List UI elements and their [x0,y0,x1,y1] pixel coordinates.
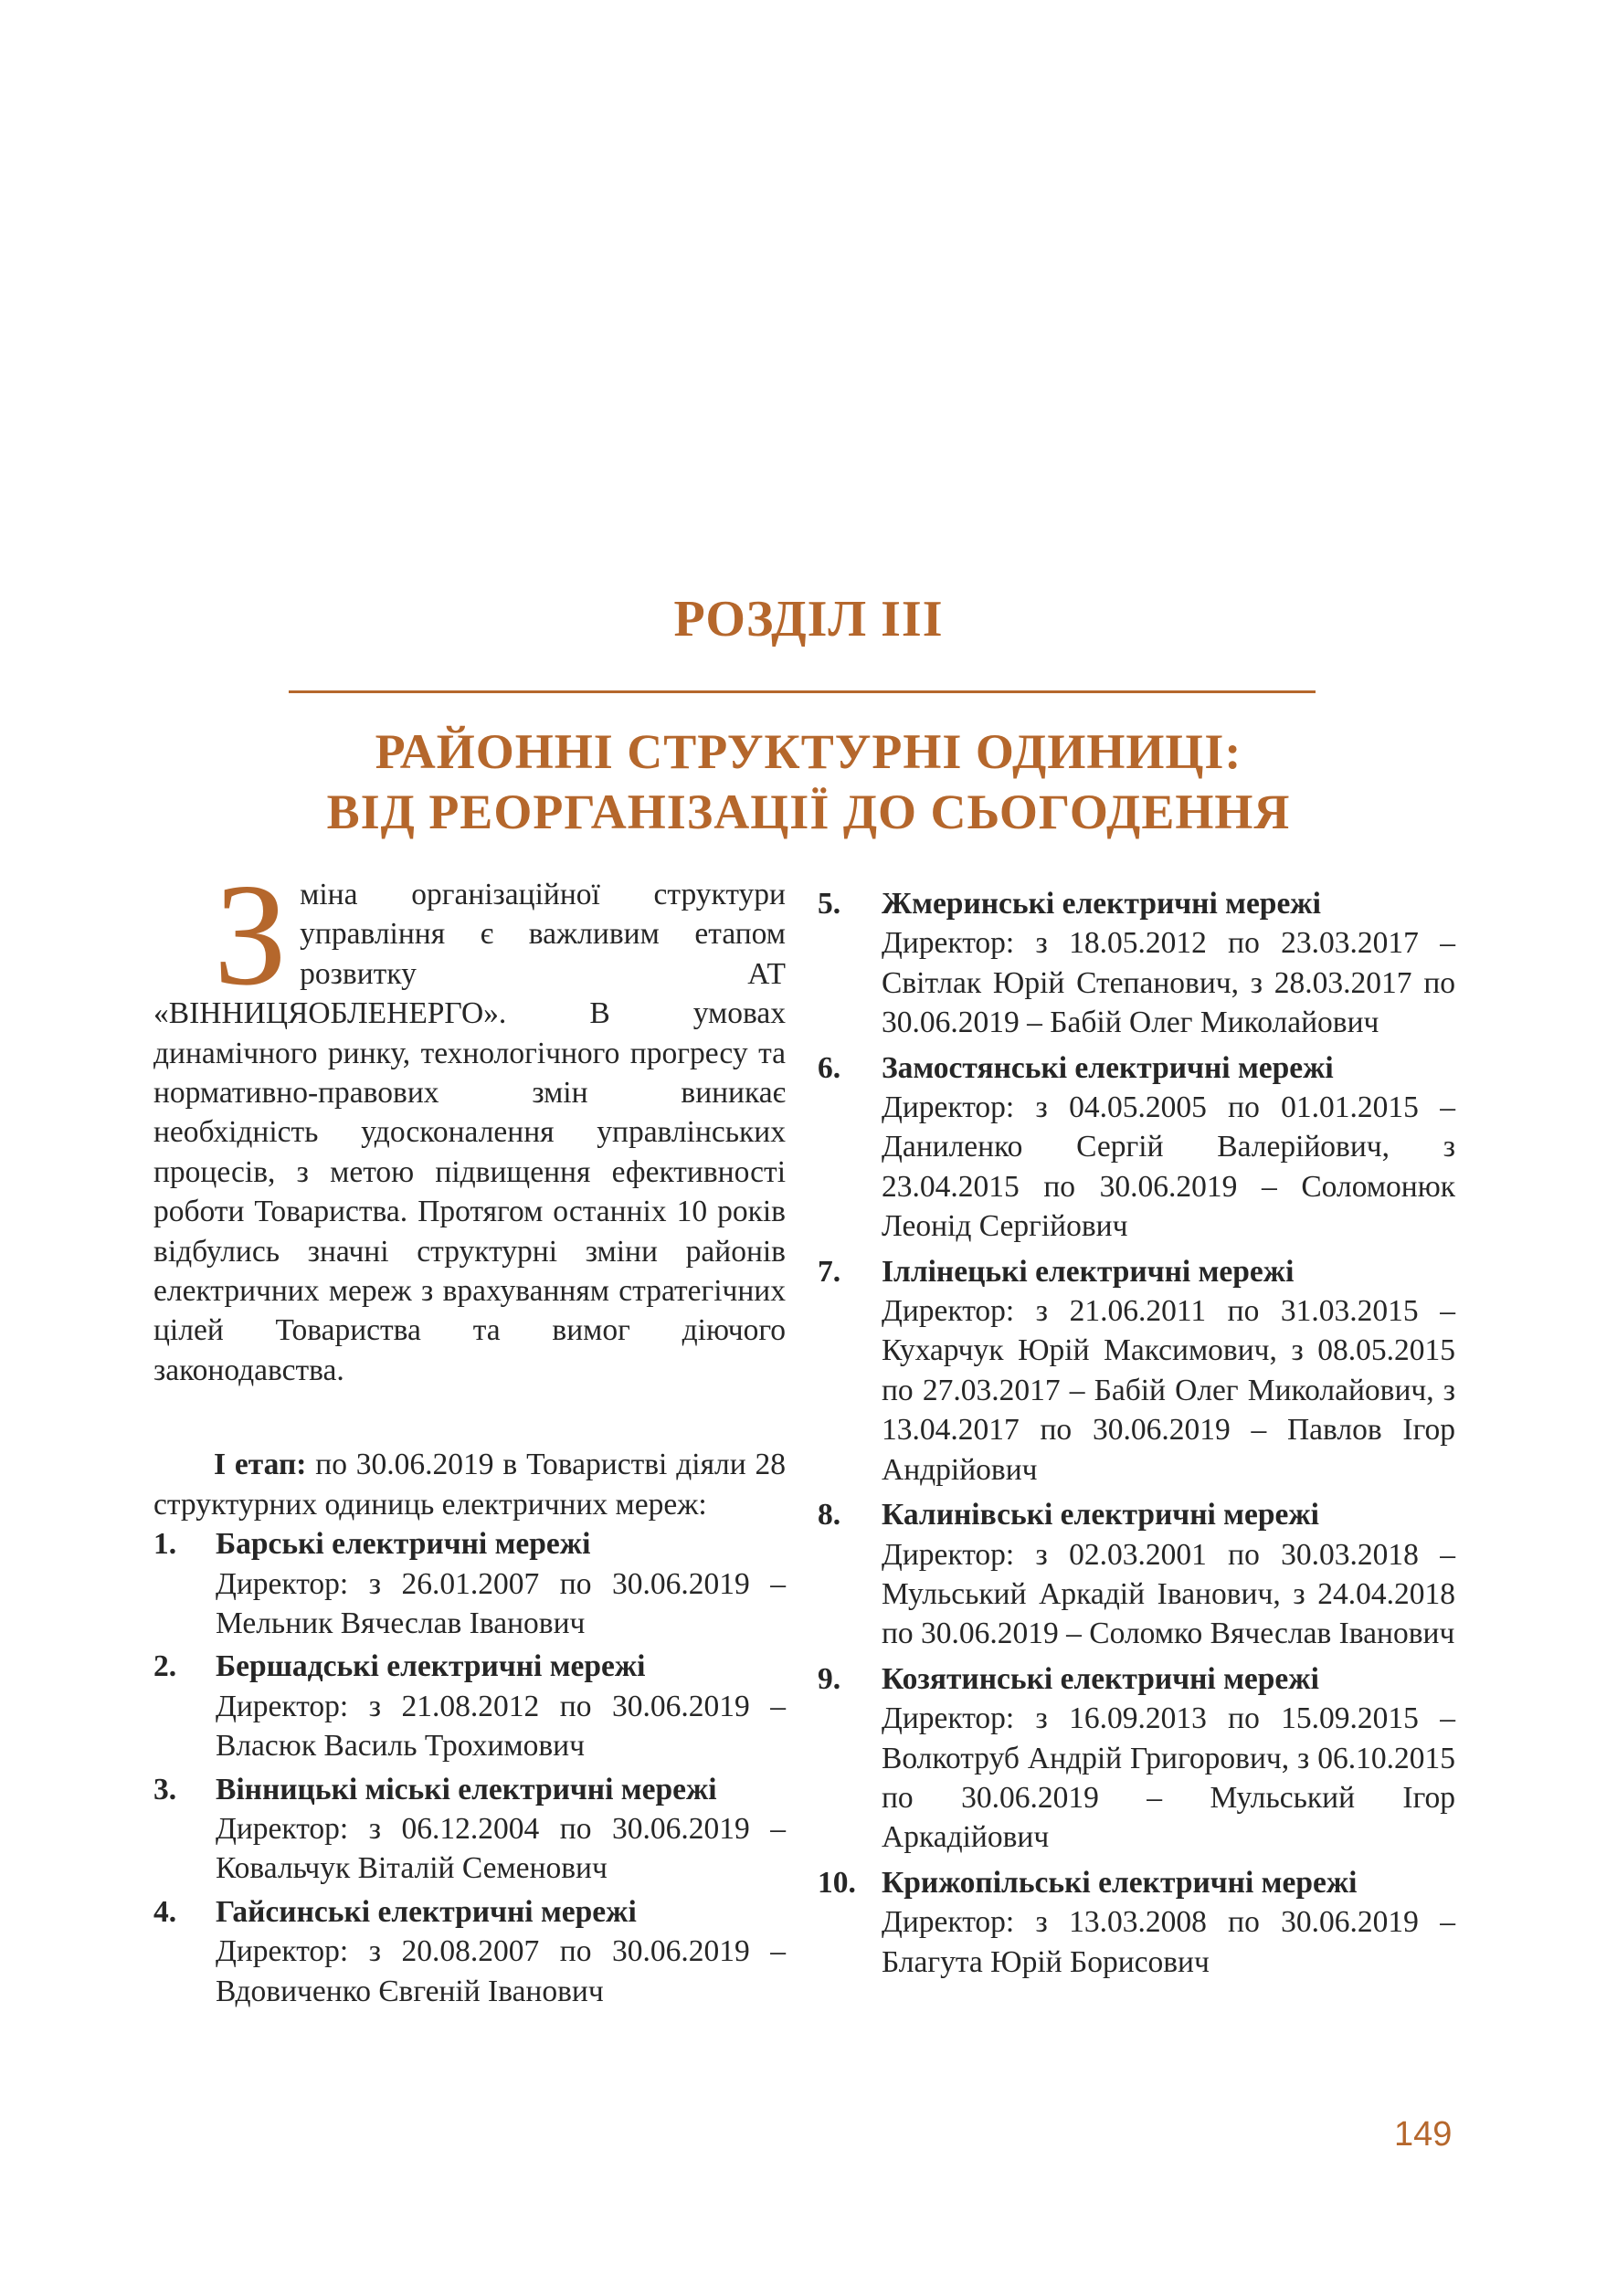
item-number: 8. [818,1498,841,1532]
list-item [153,1770,786,1889]
item-name: Гайсинські електричні мережі [216,1894,637,1929]
item-name: Замостянські електричні мережі [882,1050,1334,1085]
item-details: Директор: з 02.03.2001 по 30.03.2018 – Мульський Аркадій Іванович, з 24.04.2018 по 30.06.2019 – Соломко Вячеслав Іванович [882,1537,1455,1651]
stage-paragraph [153,1445,786,1524]
list-item [818,884,1455,1043]
list-item [153,1524,786,1643]
item-number: 6. [818,1050,841,1085]
list-item [818,1495,1455,1654]
right-column [818,884,1455,1987]
item-number: 9. [818,1661,841,1696]
item-name: Барські електричні мережі [216,1527,591,1562]
item-number: 2. [153,1649,177,1684]
item-details: Директор: з 21.06.2011 по 31.03.2015 – Кухарчук Юрій Максимович, з 08.05.2015 по 27.03.2017 – Бабій Олег Миколайович, з 13.04.2017 по 30.06.2019 – Павлов Ігор Андрійович [882,1294,1455,1487]
item-name: Іллінецькі електричні мережі [882,1254,1295,1289]
stage-lead: І етап: [214,1448,307,1482]
item-details: Директор: з 13.03.2008 по 30.06.2019 – Благута Юрій Борисович [882,1905,1455,1979]
item-details: Директор: з 20.08.2007 по 30.06.2019 – Вдовиченко Євгеній Іванович [216,1934,786,2008]
item-details: Директор: з 06.12.2004 по 30.06.2019 – Ковальчук Віталій Семенович [216,1811,786,1886]
list-item [818,1659,1455,1858]
stage-text: по 30.06.2019 в Товаристві діяли 28 структурних одиниць електричних мереж: [153,1448,786,1522]
item-name: Жмеринські електричні мережі [882,887,1321,921]
item-number: 7. [818,1254,841,1289]
item-name: Бершадські електричні мережі [216,1649,646,1684]
unit-list-left [153,1524,786,2011]
chapter-title-line-2: ВІД РЕОРГАНІЗАЦІЇ ДО СЬОГОДЕННЯ [326,785,1291,839]
title-divider [289,690,1316,693]
item-details: Директор: з 26.01.2007 по 30.06.2019 – Мельник Вячеслав Іванович [216,1566,786,1640]
left-column [153,853,786,2015]
item-details: Директор: з 18.05.2012 по 23.03.2017 – Світлак Юрій Степанович, з 28.03.2017 по 30.06.2019 – Бабій Олег Миколайович [882,926,1455,1040]
item-number: 1. [153,1527,177,1562]
list-item [153,1647,786,1765]
chapter-title-line-1: РАЙОННІ СТРУКТУРНІ ОДИНИЦІ: [375,724,1242,779]
list-item [818,1863,1455,1982]
item-details: Директор: з 04.05.2005 по 01.01.2015 – Даниленко Сергій Валерійович, з 23.04.2015 по 30.06.2019 – Соломонюк Леонід Сергійович [882,1090,1455,1244]
intro-paragraph [153,853,786,1390]
item-number: 10. [818,1865,856,1900]
item-name: Вінницькі міські електричні мережі [216,1772,717,1806]
item-number: 5. [818,887,841,921]
item-details: Директор: з 21.08.2012 по 30.06.2019 – Власюк Василь Трохимович [216,1689,786,1764]
list-item [153,1892,786,2011]
item-details: Директор: з 16.09.2013 по 15.09.2015 – Волкотруб Андрій Григорович, з 06.10.2015 по 30.06.2019 – Мульський Ігор Аркадійович [882,1701,1455,1855]
chapter-title [0,721,1617,842]
page-number: 149 [1394,2115,1453,2154]
item-name: Крижопільські електричні мережі [882,1865,1358,1900]
item-number: 3. [153,1772,177,1806]
item-name: Калинівські електричні мережі [882,1498,1319,1532]
unit-list-right [818,884,1455,1982]
list-item [818,1048,1455,1247]
item-name: Козятинські електричні мережі [882,1661,1319,1696]
list-item [818,1252,1455,1490]
section-label: РОЗДІЛ ІІІ [673,591,944,648]
drop-cap: З [214,853,288,1016]
item-number: 4. [153,1894,177,1929]
intro-text: міна організаційної структури управління є важливим етапом розвитку АТ «ВІННИЦЯОБЛЕНЕРГО». В умовах динамічного ринку, технологічного прогресу та нормативно-правових змін виникає необхідність удосконалення управлінських процесів, з метою підвищення ефективності роботи Товариства. Протягом останніх 10 років відбулись значні структурні зміни районів електричних мереж з врахуванням стратегічних цілей Товариства та вимог діючого законодавства. [153,878,786,1387]
